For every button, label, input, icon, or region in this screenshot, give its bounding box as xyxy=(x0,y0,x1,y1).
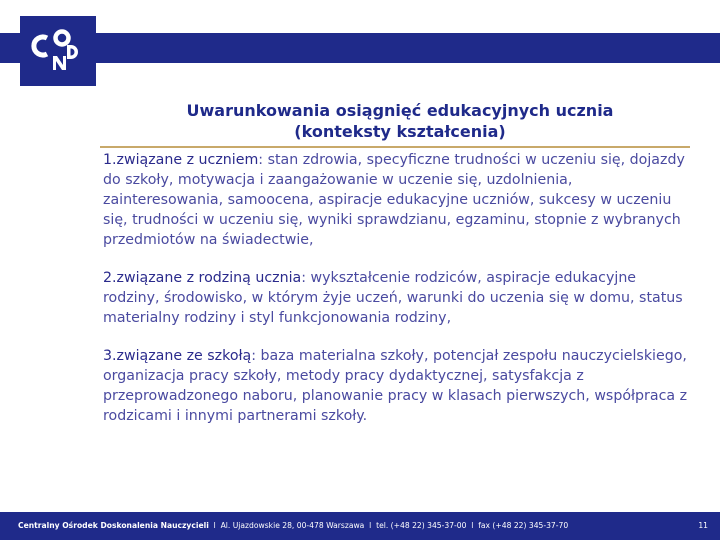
item-text: : baza materialna szkoły, potencjał zespołu nauczycielskiego, organizacja pracy szkoły, metody pracy dydaktycznej, satysfakcja z przeprowadzonego naboru, planowanie pracy w klasach pierwszych, współpraca z rodzicami i innymi partnerami szkoły. xyxy=(103,348,688,424)
page-title xyxy=(120,100,680,142)
list-item xyxy=(103,346,693,426)
codn-logo-icon xyxy=(20,16,96,86)
item-term: 3.związane ze szkołą xyxy=(103,348,252,364)
list-item xyxy=(103,268,693,328)
footer-org: Centralny Ośrodek Doskonalenia Nauczycieli xyxy=(18,521,209,530)
item-term: 1.związane z uczniem xyxy=(103,152,259,168)
item-term: 2.związane z rodziną ucznia xyxy=(103,270,302,286)
content-list xyxy=(103,150,693,444)
footer-details: l Al. Ujazdowskie 28, 00-478 Warszawa l tel. (+48 22) 345-37-00 l fax (+48 22) 345-37-70 xyxy=(208,521,569,530)
item-text: : stan zdrowia, specyficzne trudności w uczeniu się, dojazdy do szkoły, motywacja i zaangażowanie w uczenie się, uzdolnienia, zainteresowania, samoocena, aspiracje edukacyjne uczniów, sukcesy w uczeniu się, trudności w uczeniu się, wyniki sprawdzianu, egzaminu, stopnie z wybranych przedmiotów na świadectwie, xyxy=(103,152,685,248)
footer-bar xyxy=(0,512,720,540)
list-item xyxy=(103,150,693,250)
title-divider xyxy=(100,146,690,148)
title-line-2: (konteksty kształcenia) xyxy=(294,122,506,141)
footer-text xyxy=(18,512,568,540)
title-line-1: Uwarunkowania osiągnięć edukacyjnych ucznia xyxy=(186,101,614,120)
header-band xyxy=(0,33,720,63)
page-number: 11 xyxy=(698,521,708,530)
item-text: : wykształcenie rodziców, aspiracje edukacyjne rodziny, środowisko, w którym żyje uczeń, warunki do uczenia się w domu, status materialny rodziny i styl funkcjonowania rodziny, xyxy=(103,270,683,326)
